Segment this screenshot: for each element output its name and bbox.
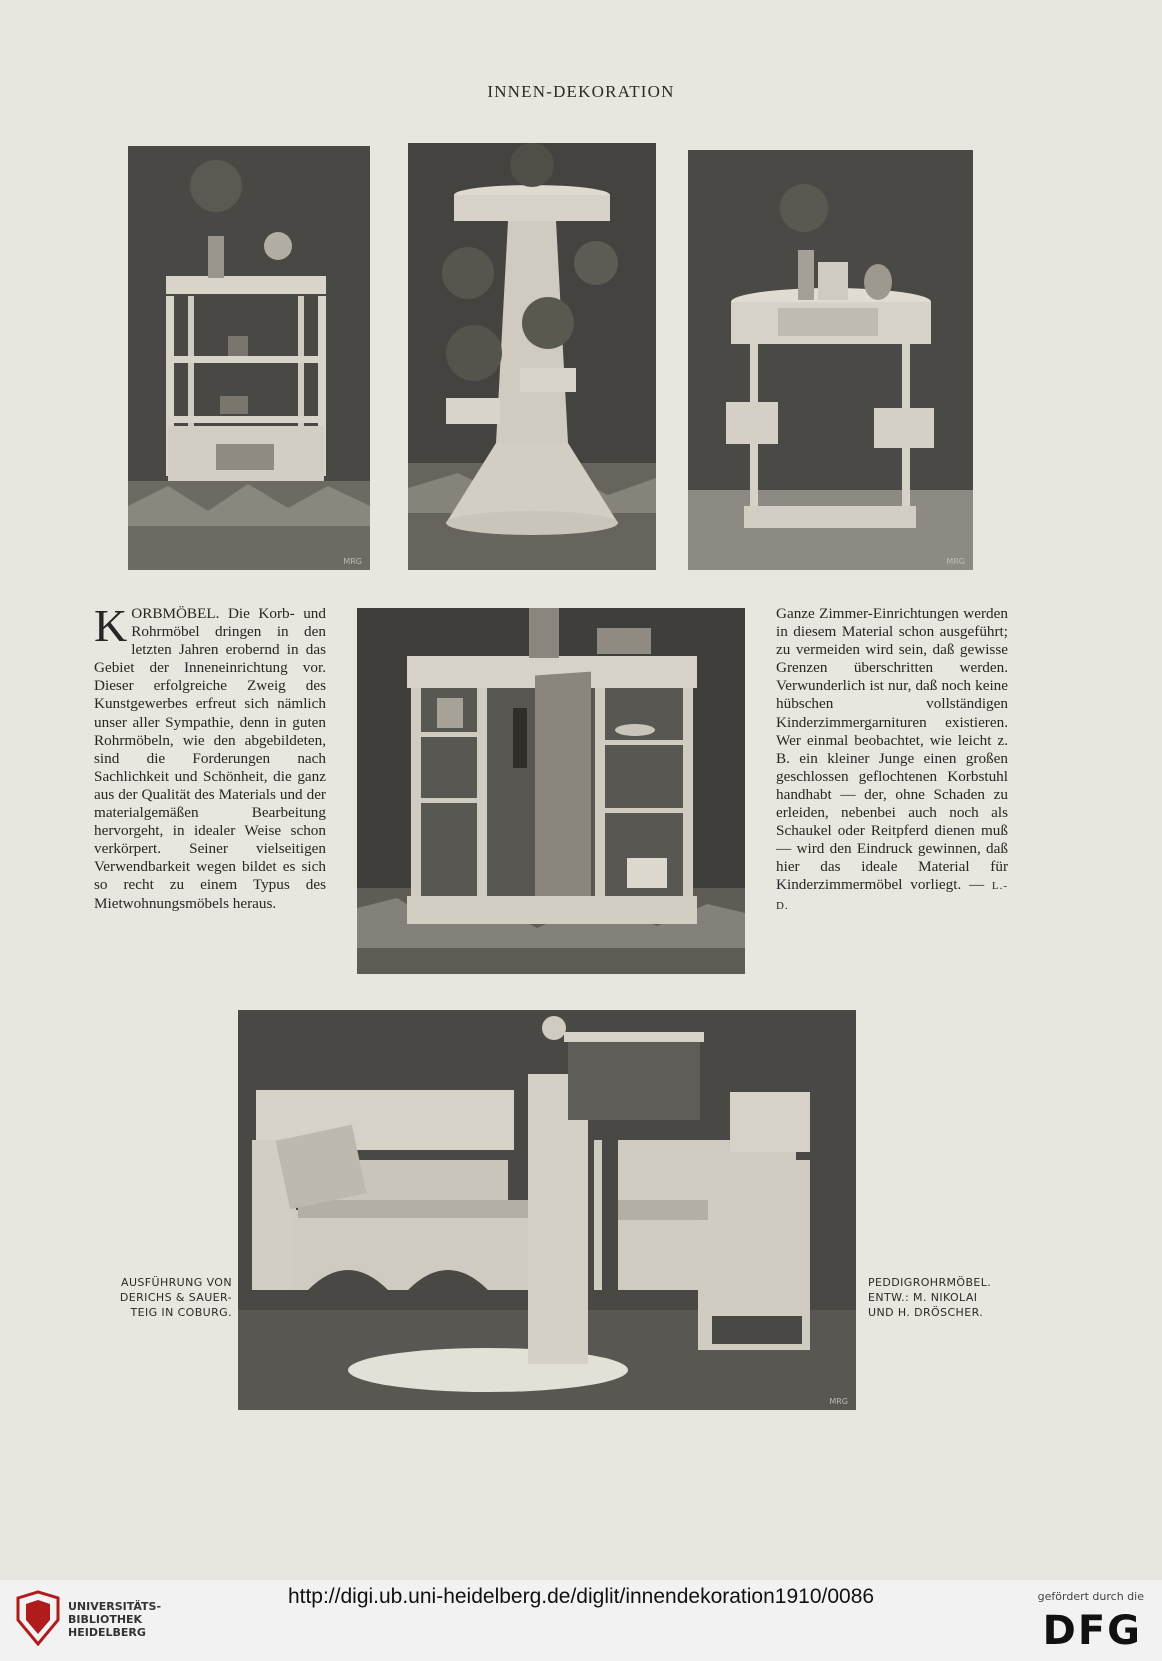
article-right-column xyxy=(776,605,1008,915)
article-left-column xyxy=(94,600,326,913)
library-name-line: BIBLIOTHEK xyxy=(68,1613,143,1626)
photo-shelf xyxy=(128,146,370,570)
caption-line: ENTW.: M. NIKOLAI xyxy=(868,1291,978,1304)
author-signature: L.-D. xyxy=(776,880,1008,912)
photo-side-table xyxy=(688,150,973,570)
library-name-line: HEIDELBERG xyxy=(68,1626,146,1639)
caption-line: UND H. DRÖSCHER. xyxy=(868,1306,984,1319)
caption-line: AUSFÜHRUNG VON xyxy=(121,1276,232,1289)
caption-design xyxy=(868,1275,1018,1320)
caption-line: PEDDIGROHRMÖBEL. xyxy=(868,1276,992,1289)
photo-bench xyxy=(238,1010,856,1410)
photo-signature: MRG xyxy=(946,557,965,566)
photo-plant-stand xyxy=(408,143,656,570)
permalink-url[interactable]: http://digi.ub.uni-heidelberg.de/diglit/innendekoration1910/0086 xyxy=(287,1585,875,1608)
caption-manufacturer xyxy=(96,1275,232,1320)
photo-signature: MRG xyxy=(829,1397,848,1406)
dfg-logo: DFG xyxy=(1042,1608,1142,1654)
library-name-line: UNIVERSITÄTS- xyxy=(68,1600,162,1613)
article-text-left: ORBMÖBEL. Die Korb- und Rohrmöbel dringen in den letzten Jahren erobernd in das Gebiet der Inneneinrichtung vor. Dieser erfolgreiche Zweig des Kunstgewerbes erfreut sich nämlich unser aller Sympathie, denn in guten Rohrmöbeln, wie den abgebildeten, sind die Forderungen nach Sachlichkeit und Schönheit, die ganz aus der Qualität des Materials und der materialgemäßen Bearbeitung hervorgeht, in idealer Weise schon verkörpert. Seiner vielseitigen Verwendbarkeit wegen bildet es sich so recht zu einem Typus des Mietwohnungsmöbels heraus. xyxy=(94,605,326,912)
running-header: INNEN-DEKORATION xyxy=(487,82,675,101)
photo-signature: MRG xyxy=(343,557,362,566)
caption-line: TEIG IN COBURG. xyxy=(130,1306,232,1319)
article-text-right: Ganze Zimmer-Einrichtungen werden in diesem Material schon ausgeführt; zu vermeiden wird sein, daß gewisse Grenzen überschritten werden. Verwunderlich ist nur, daß noch keine hübschen vollständigen Kinderzimmergarnituren existieren. Wer einmal beobachtet, wie leicht z. B. ein kleiner Junge einen großen geschlossen geflochtenen Korbstuhl handhabt — der, ohne Schaden zu erleiden, nebenbei auch noch als Schaukel oder Reitpferd dienen muß — wird den Eindruck gewinnen, daß hier das ideale Material für Kinderzimmermöbel vorliegt. — xyxy=(776,605,1008,894)
photo-cabinet xyxy=(357,608,745,974)
caption-line: DERICHS & SAUER- xyxy=(119,1291,232,1304)
drop-cap: K xyxy=(94,600,128,651)
funding-label: gefördert durch die xyxy=(1037,1590,1144,1603)
